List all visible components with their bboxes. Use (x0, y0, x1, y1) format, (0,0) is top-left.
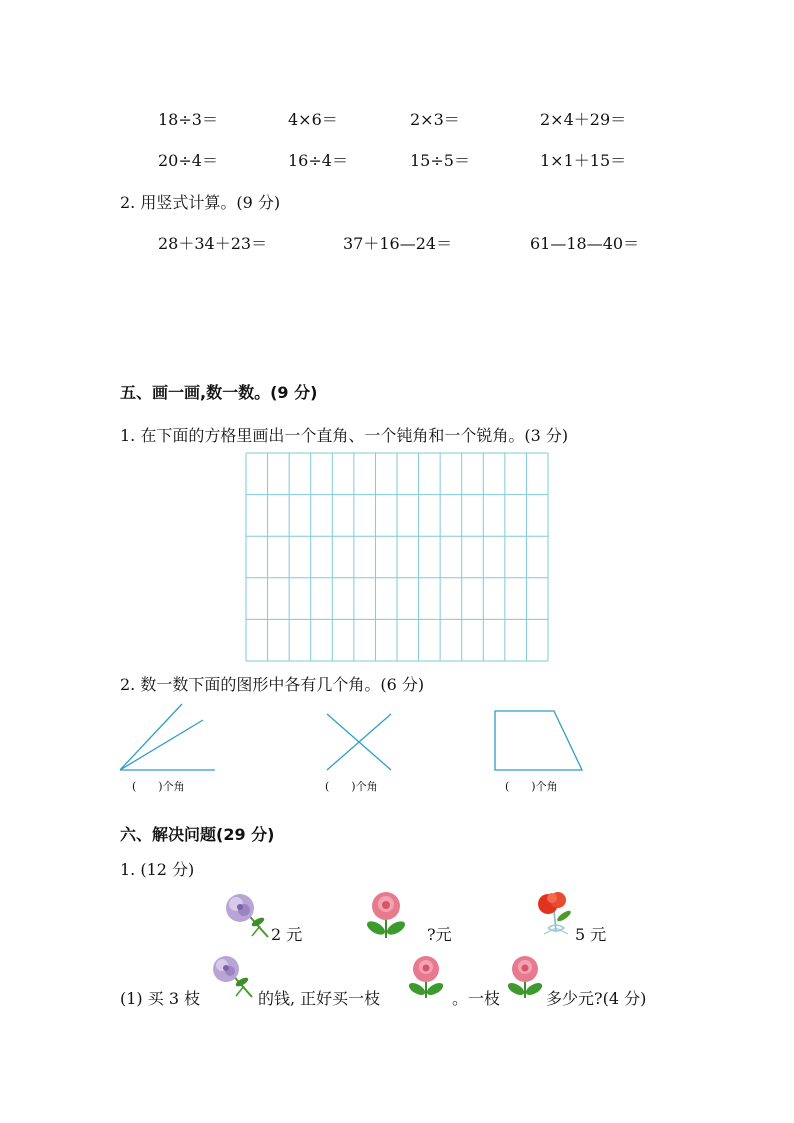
oral-calc-1-1: 18÷3＝ (158, 110, 218, 129)
section5-q2: 2. 数一数下面的图形中各有几个角。(6 分) (120, 675, 425, 694)
price-carnation: 5 元 (575, 925, 607, 944)
vertical-calc-1: 28＋34＋23＝ (158, 234, 268, 253)
answer-label-3: ( )个角 (505, 780, 558, 793)
oral-calc-2-1: 20÷4＝ (158, 151, 218, 170)
carnation-icon (534, 890, 576, 940)
pink-flower-icon (505, 954, 545, 1000)
oral-calc-1-3: 2×3＝ (410, 110, 460, 129)
answer-label-2: ( )个角 (325, 780, 378, 793)
oral-calc-2-2: 16÷4＝ (288, 151, 348, 170)
oral-calc-2-4: 1×1＋15＝ (540, 151, 627, 170)
purple-flower-icon (208, 954, 256, 1000)
section5-q1: 1. 在下面的方格里画出一个直角、一个钝角和一个锐角。(3 分) (120, 426, 569, 445)
oral-calc-1-2: 4×6＝ (288, 110, 338, 129)
sub1-part-1: (1) 买 3 枝 (120, 989, 201, 1008)
answer-label-1: ( )个角 (132, 780, 185, 793)
pink-flower-icon (406, 954, 446, 1000)
oral-calc-2-3: 15÷5＝ (410, 151, 470, 170)
section6-heading: 六、解决问题(29 分) (120, 825, 275, 844)
price-purple: 2 元 (271, 925, 303, 944)
purple-flower-icon (222, 892, 272, 940)
square-grid[interactable] (245, 452, 549, 662)
sub1-part-3: 。一枝 (452, 989, 501, 1008)
section5-heading: 五、画一画,数一数。(9 分) (120, 383, 318, 402)
sub1-part-4: 多少元?(4 分) (546, 989, 647, 1008)
sub1-part-2: 的钱, 正好买一枝 (258, 989, 381, 1008)
oral-calc-1-4: 2×4＋29＝ (540, 110, 627, 129)
price-pink: ?元 (427, 925, 452, 944)
vertical-calc-title: 2. 用竖式计算。(9 分) (120, 193, 281, 212)
figure-rays (120, 700, 220, 775)
vertical-calc-3: 61—18—40＝ (530, 234, 640, 253)
figure-cross (325, 712, 395, 772)
section6-q1: 1. (12 分) (120, 860, 195, 879)
vertical-calc-2: 37＋16—24＝ (343, 234, 453, 253)
figure-trapezoid (494, 710, 584, 772)
pink-flower-icon (364, 890, 408, 940)
